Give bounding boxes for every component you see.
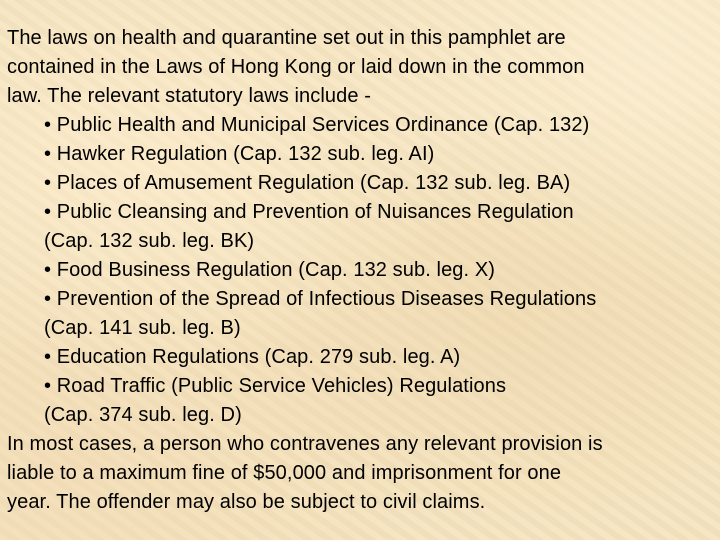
conclusion-line: year. The offender may also be subject to civil claims. xyxy=(7,491,486,513)
statute-text: • Places of Amusement Regulation (Cap. 132 sub. leg. BA) xyxy=(44,172,571,194)
text-body xyxy=(7,24,719,517)
statute-item xyxy=(7,256,719,285)
statute-citation: (Cap. 374 sub. leg. D) xyxy=(44,404,242,426)
statute-item xyxy=(7,372,719,430)
statute-citation: (Cap. 141 sub. leg. B) xyxy=(44,317,241,339)
statute-text: • Education Regulations (Cap. 279 sub. leg. A) xyxy=(44,346,461,368)
statute-item xyxy=(7,198,719,256)
statute-text: • Hawker Regulation (Cap. 132 sub. leg. AI) xyxy=(44,143,435,165)
conclusion-line: In most cases, a person who contravenes any relevant provision is xyxy=(7,433,603,455)
intro-line: contained in the Laws of Hong Kong or laid down in the common xyxy=(7,56,585,78)
conclusion-line: liable to a maximum fine of $50,000 and imprisonment for one xyxy=(7,462,562,484)
intro-line: The laws on health and quarantine set out in this pamphlet are xyxy=(7,27,566,49)
statute-item xyxy=(7,285,719,343)
statute-text: • Road Traffic (Public Service Vehicles) Regulations xyxy=(44,375,507,397)
conclusion-paragraph xyxy=(7,430,719,517)
statute-text: • Public Cleansing and Prevention of Nuisances Regulation xyxy=(44,201,574,223)
intro-line: law. The relevant statutory laws include - xyxy=(7,85,372,107)
statute-item xyxy=(7,111,719,140)
statute-citation: (Cap. 132 sub. leg. BK) xyxy=(44,230,255,252)
statute-item xyxy=(7,343,719,372)
statute-list xyxy=(7,111,719,430)
statute-item xyxy=(7,169,719,198)
intro-paragraph xyxy=(7,24,719,111)
statute-item xyxy=(7,140,719,169)
statute-text: • Food Business Regulation (Cap. 132 sub. leg. X) xyxy=(44,259,496,281)
statute-text: • Public Health and Municipal Services Ordinance (Cap. 132) xyxy=(44,114,590,136)
statute-text: • Prevention of the Spread of Infectious Diseases Regulations xyxy=(44,288,597,310)
